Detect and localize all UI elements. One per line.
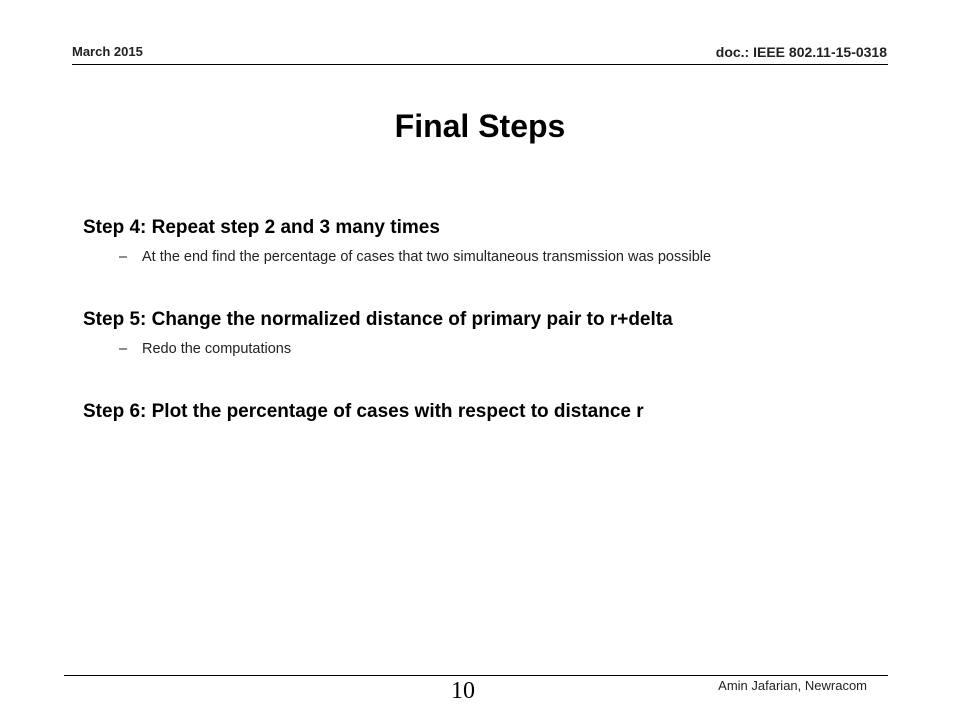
step-4-bullet: Step 4: Repeat step 2 and 3 many times xyxy=(83,217,440,238)
dash-bullet-icon: – xyxy=(119,249,128,265)
page-number: 10 xyxy=(451,678,475,704)
step-5-bullet: Step 5: Change the normalized distance of primary pair to r+delta xyxy=(83,309,673,330)
step-4-sub-bullet xyxy=(83,247,903,267)
footer-divider xyxy=(64,675,888,676)
step-4-sub-text: At the end find the percentage of cases that two simultaneous transmission was possible xyxy=(142,249,712,265)
step-5-sub-text: Redo the computations xyxy=(142,341,292,357)
step-5-sub-bullet xyxy=(83,339,903,359)
footer-author: Amin Jafarian, Newracom xyxy=(718,678,867,693)
header-divider xyxy=(72,64,888,65)
dash-bullet-icon: – xyxy=(119,341,128,357)
step-6-bullet: Step 6: Plot the percentage of cases with respect to distance r xyxy=(83,401,644,422)
header-date: March 2015 xyxy=(72,44,143,59)
slide-title: Final Steps xyxy=(394,108,566,144)
header-doc-id: doc.: IEEE 802.11-15-0318 xyxy=(715,44,887,60)
slide-body xyxy=(83,215,903,425)
